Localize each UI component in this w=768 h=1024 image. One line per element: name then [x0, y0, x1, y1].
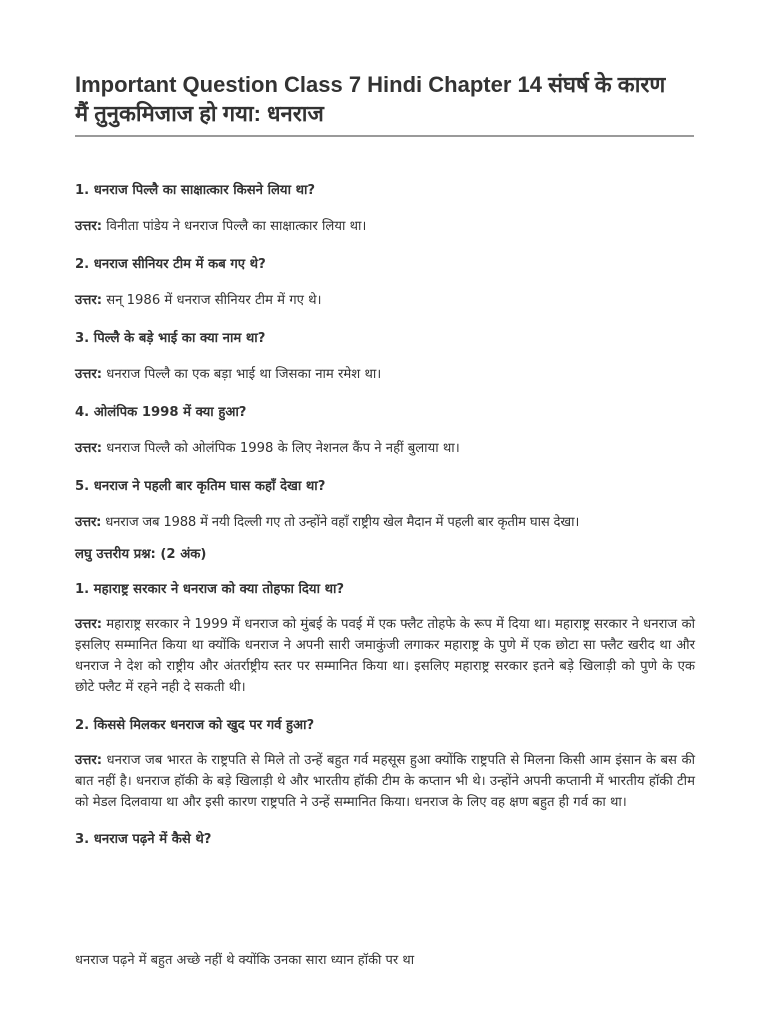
answer-text: धनराज पिल्लै का एक बड़ा भाई था जिसका नाम रमेश था। [106, 367, 382, 382]
answer-text: धनराज जब भारत के राष्ट्रपति से मिले तो उन्हें बहुत गर्व महसूस हुआ क्योंकि राष्ट्रपति से मिलना किसी आम इंसान के बस की बात नहीं है। धनराज हॉकी के बड़े खिलाड़ी थे और भारतीय हॉकी टीम के कप्तान भी थे। उन्होंने अपनी कप्तानी में भारतीय हॉकी टीम को मेडल दिलवाया था और इसी कारण राष्ट्रपति ने उन्हें सम्मानित किया। धनराज के लिए वह क्षण बहुत ही गर्व का था। [75, 753, 695, 810]
answer-text: धनराज जब 1988 में नयी दिल्ली गए तो उन्होंने वहाँ राष्ट्रीय खेल मैदान में पहली बार कृतीम घास देखा। [105, 515, 580, 530]
answer-3 [75, 364, 695, 385]
cut-off-line [75, 953, 695, 978]
question-5: 5. धनराज ने पहली बार कृतिम घास कहाँ देखा था? [75, 479, 326, 494]
answer-text: सन् 1986 में धनराज सीनियर टीम में गए थे। [106, 293, 322, 308]
answer-2 [75, 290, 695, 311]
answer-label: उत्तर: [75, 753, 103, 768]
answer-label: उत्तर: [75, 219, 103, 234]
page-title: Important Question Class 7 Hindi Chapter 14 संघर्ष के कारण मैं तुनुकमिजाज हो गया: धनराज [75, 72, 666, 126]
short-answer-2 [75, 750, 695, 813]
answer-5 [75, 512, 695, 533]
answer-1 [75, 216, 695, 237]
answer-label: उत्तर: [75, 617, 103, 632]
section-heading: लघु उत्तरीय प्रश्न: (2 अंक) [75, 547, 207, 562]
answer-label: उत्तर: [75, 441, 103, 456]
answer-4 [75, 438, 695, 459]
short-question-1: 1. महाराष्ट्र सरकार ने धनराज को क्या तोहफा दिया था? [75, 582, 345, 597]
answer-label: उत्तर: [75, 367, 103, 382]
short-question-2: 2. किससे मिलकर धनराज को खुद पर गर्व हुआ? [75, 718, 315, 733]
answer-text: धनराज पिल्लै को ओलंपिक 1998 के लिए नेशनल कैंप ने नहीं बुलाया था। [106, 441, 460, 456]
answer-label: उत्तर: [75, 293, 103, 308]
cut-off-text: धनराज पढ़ने में बहुत अच्छे नहीं थे क्योंकि उनका सारा ध्यान हॉकी पर था [75, 953, 415, 968]
question-1: 1. धनराज पिल्लै का साक्षात्कार किसने लिया था? [75, 183, 316, 198]
short-question-3: 3. धनराज पढ़ने में कैसे थे? [75, 832, 212, 847]
qa-content [75, 180, 695, 850]
answer-text: महाराष्ट्र सरकार ने 1999 में धनराज को मुंबई के पवई में एक फ्लैट तोहफे के रूप में दिया था। महाराष्ट्र सरकार ने धनराज को इसलिए सम्मानित किया था क्योंकि धनराज ने अपनी सारी जमाकुंजी लगाकर महाराष्ट्र के पुणे में एक छोटा सा फ्लैट खरीद था और धनराज ने देश को राष्ट्रीय और अंतर्राष्ट्रीय स्तर पर सम्मानित किया था। इसलिए महाराष्ट्र सरकार इतने बड़े खिलाड़ी को पुणे के एक छोटे फ्लैट में रहने नही दे सकती थी। [75, 617, 695, 695]
question-2: 2. धनराज सीनियर टीम में कब गए थे? [75, 257, 266, 272]
answer-text: विनीता पांडेय ने धनराज पिल्लै का साक्षात्कार लिया था। [106, 219, 367, 234]
short-answer-1 [75, 614, 695, 698]
question-3: 3. पिल्लै के बड़े भाई का क्या नाम था? [75, 331, 266, 346]
title-divider [75, 135, 694, 137]
answer-label: उत्तर: [75, 515, 102, 530]
question-4: 4. ओलंपिक 1998 में क्या हुआ? [75, 405, 247, 420]
